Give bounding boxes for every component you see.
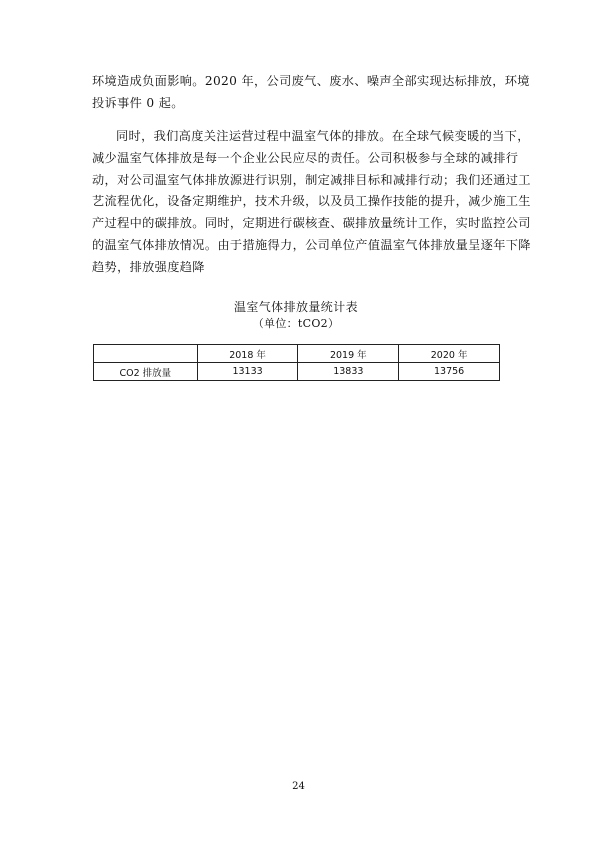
table-header-row: [94, 345, 500, 363]
table-header-cell: 2018 年: [197, 345, 298, 363]
text-line: 艺流程优化，设备定期维护，技术升级，以及员工操作技能的提升，减少施工生: [92, 194, 531, 209]
table-header-cell: [94, 345, 198, 363]
table-row: [94, 363, 500, 381]
text-line: 减少温室气体排放是每一个企业公民应尽的责任。公司积极参与全球的减排行: [92, 150, 519, 165]
table-row-label: CO2 排放量: [94, 363, 198, 381]
paragraph-environment-impact: [92, 71, 530, 115]
page-number: 24: [292, 781, 305, 792]
text-line: 环境造成负面影响。2020 年，公司废气、废水、噪声全部实现达标排放，环境: [92, 74, 530, 88]
text-line: 投诉事件 0 起。: [92, 95, 184, 110]
text-line: 同时，我们高度关注运营过程中温室气体的排放。在全球气候变暖的当下，: [116, 129, 530, 143]
text-line: 产过程中的碳排放。同时，定期进行碳核查、碳排放量统计工作，实时监控公司: [92, 216, 531, 231]
table-unit-caption: （单位：tCO2）: [252, 317, 340, 330]
table-title: 温室气体排放量统计表: [233, 300, 358, 314]
text-line: 动，对公司温室气体排放源进行识别，制定减排目标和减排行动；我们还通过工: [92, 172, 531, 187]
table-header-cell: 2019 年: [298, 345, 399, 363]
table-cell: 13833: [298, 363, 399, 381]
paragraph-ghg-emissions: [92, 126, 531, 279]
table-header-cell: 2020 年: [399, 345, 500, 363]
table-cell: 13756: [399, 363, 500, 381]
text-line: 的温室气体排放情况。由于措施得力，公司单位产值温室气体排放量呈逐年下降: [92, 237, 531, 252]
text-line: 趋势，排放强度趋降: [92, 259, 205, 274]
table-cell: 13133: [197, 363, 298, 381]
emissions-table: [93, 344, 500, 381]
